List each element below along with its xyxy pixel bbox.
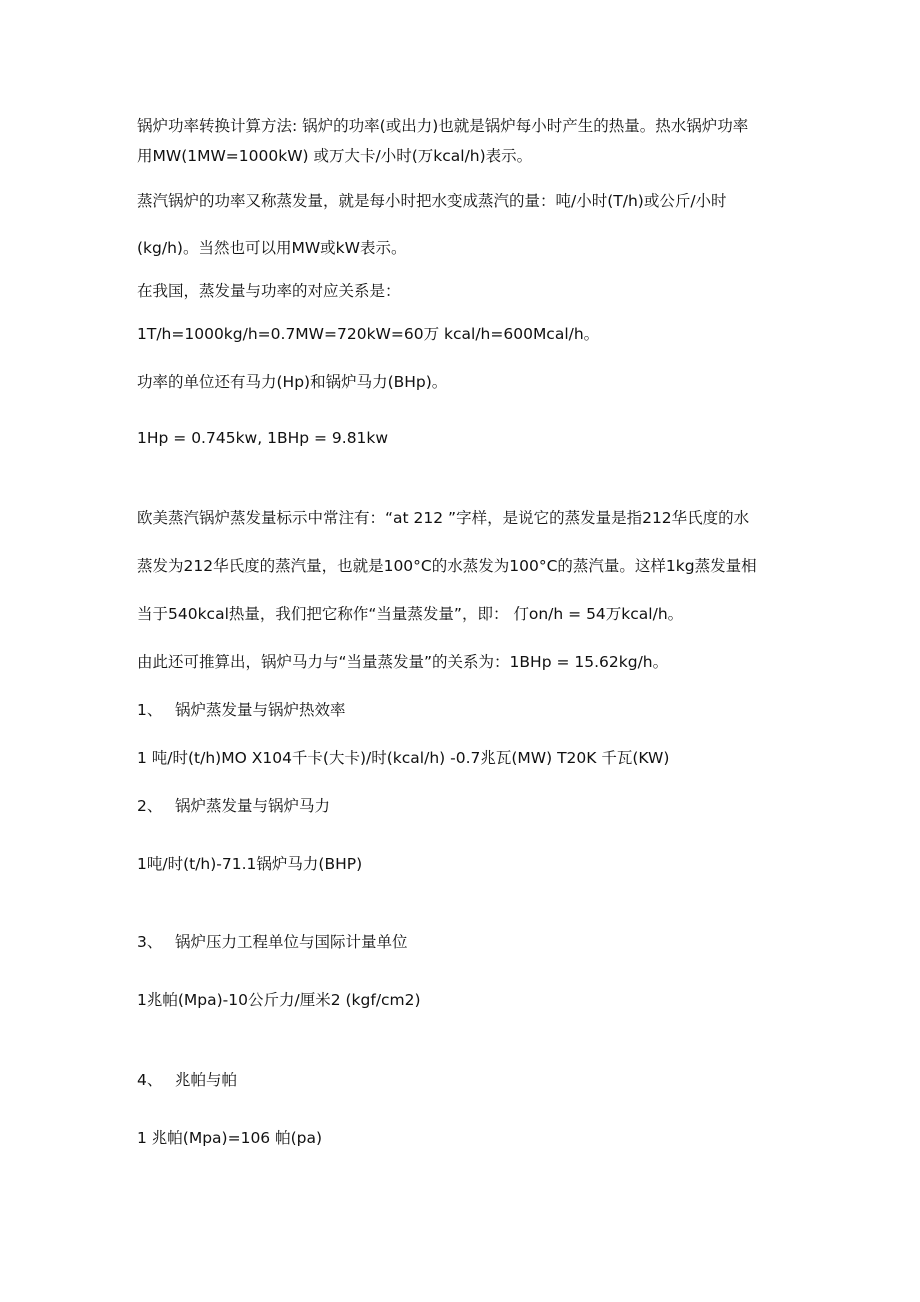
steam-line-2: (kg/h)。当然也可以用MW或kW表示。 <box>137 239 407 257</box>
western-line-4: 由此还可推算出，锅炉马力与“当量蒸发量”的关系为：1BHp = 15.62kg/h。 <box>137 653 669 671</box>
item-heading-3 <box>137 930 408 954</box>
intro-line-1: 锅炉功率转换计算方法: 锅炉的功率(或出力)也就是锅炉每小时产生的热量。热水锅炉功率 <box>137 117 749 135</box>
china-line-1: 在我国，蒸发量与功率的对应关系是： <box>137 282 401 300</box>
intro-line-2: 用MW(1MW=1000kW) 或万大卡/小时(万kcal/h)表示。 <box>137 147 533 165</box>
item-title: 锅炉压力工程单位与国际计量单位 <box>175 933 408 951</box>
western-line-2: 蒸发为212华氏度的蒸汽量，也就是100°C的水蒸发为100°C的蒸汽量。这样1kg蒸发量相 <box>137 557 757 575</box>
item-formula-2: 1吨/时(t/h)-71.1锅炉马力(BHP) <box>137 855 363 873</box>
china-line-2: 1T/h=1000kg/h=0.7MW=720kW=60万 kcal/h=600Mcal/h。 <box>137 325 600 343</box>
hp-line-2: 1Hp = 0.745kw, 1BHp = 9.81kw <box>137 429 389 447</box>
western-line-3: 当于540kcal热量，我们把它称作“当量蒸发量”，即： 仃on/h = 54万kcal/h。 <box>137 605 684 623</box>
item-heading-4 <box>137 1068 237 1092</box>
item-heading-2 <box>137 794 330 818</box>
item-formula-1: 1 吨/时(t/h)MO X104千卡(大卡)/时(kcal/h) -0.7兆瓦(MW) T20K 千瓦(KW) <box>137 749 670 767</box>
item-number: 1、 <box>137 701 163 719</box>
item-formula-4: 1 兆帕(Mpa)=106 帕(pa) <box>137 1129 323 1147</box>
item-number: 3、 <box>137 933 163 951</box>
item-formula-3: 1兆帕(Mpa)-10公斤力/厘米2 (kgf/cm2) <box>137 991 421 1009</box>
item-heading-1 <box>137 698 346 722</box>
item-number: 4、 <box>137 1071 163 1089</box>
item-title: 兆帕与帕 <box>175 1071 238 1089</box>
hp-line-1: 功率的单位还有马力(Hp)和锅炉马力(BHp)。 <box>137 373 448 391</box>
item-title: 锅炉蒸发量与锅炉热效率 <box>175 701 346 719</box>
steam-line-1: 蒸汽锅炉的功率又称蒸发量，就是每小时把水变成蒸汽的量：吨/小时(T/h)或公斤/小时 <box>137 192 727 210</box>
item-number: 2、 <box>137 797 163 815</box>
western-line-1: 欧美蒸汽锅炉蒸发量标示中常注有：“at 212 ”字样，是说它的蒸发量是指212华氏度的水 <box>137 509 750 527</box>
item-title: 锅炉蒸发量与锅炉马力 <box>175 797 331 815</box>
